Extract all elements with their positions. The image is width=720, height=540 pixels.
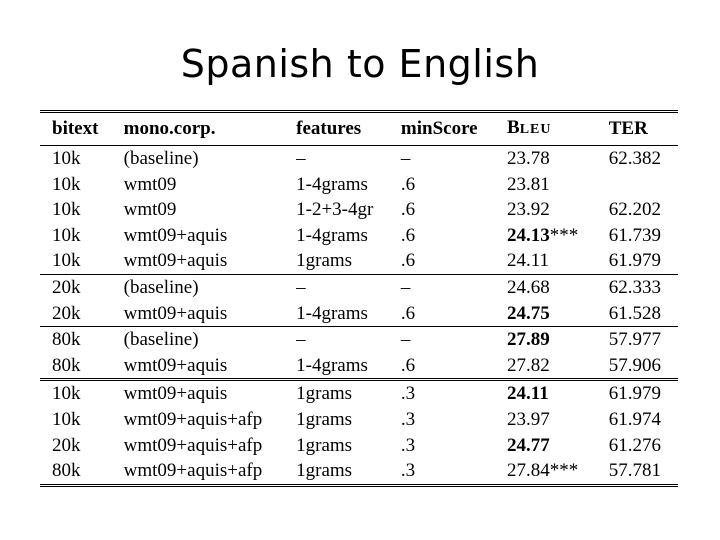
table-row: [40, 301, 678, 327]
cell-minscore: –: [397, 274, 503, 300]
cell-ter: 57.977: [605, 327, 678, 353]
cell-bitext: 10k: [52, 173, 81, 195]
cell-mono: wmt09+aquis+afp: [123, 408, 263, 430]
cell-mono: (baseline): [120, 274, 292, 300]
header-ter: TER: [608, 118, 648, 139]
table-row: [40, 380, 678, 407]
header-bleu-first: B: [507, 117, 520, 138]
cell-bitext: 20k: [52, 434, 81, 456]
bleu-value: 23.78: [507, 148, 550, 169]
cell-features: 1grams: [296, 250, 353, 272]
cell-ter: 57.906: [608, 354, 661, 376]
cell-bitext: 20k: [52, 302, 81, 324]
table-row: [40, 223, 678, 249]
cell-features: –: [292, 327, 397, 353]
bleu-value: 24.11: [507, 383, 549, 405]
cell-features: 1-2+3-4gr: [296, 199, 374, 221]
cell-bitext: 10k: [40, 380, 120, 407]
cell-bleu: [503, 172, 605, 198]
cell-ter: 62.202: [608, 199, 661, 221]
cell-minscore: .6: [400, 224, 416, 246]
cell-ter: 61.528: [608, 302, 661, 324]
table-row: [40, 248, 678, 274]
cell-minscore: .3: [397, 458, 503, 485]
cell-bleu: [503, 223, 605, 249]
bleu-value: 27.84: [507, 460, 550, 482]
cell-minscore: .6: [400, 302, 416, 324]
cell-mono: wmt09+aquis: [120, 380, 292, 407]
cell-features: 1-4grams: [296, 224, 368, 246]
table-row: [40, 353, 678, 380]
cell-bleu: [503, 248, 605, 274]
table-row: [40, 327, 678, 353]
cell-minscore: .3: [400, 408, 416, 430]
cell-features: –: [292, 146, 397, 172]
cell-ter: 61.276: [608, 434, 661, 456]
cell-mono: wmt09: [123, 199, 177, 221]
bleu-value: 24.77: [507, 434, 550, 456]
cell-ter: 61.974: [608, 408, 661, 430]
cell-ter: 62.382: [605, 146, 678, 172]
cell-minscore: .3: [400, 434, 416, 456]
cell-minscore: .6: [400, 250, 416, 272]
cell-minscore: .3: [397, 380, 503, 407]
cell-features: 1-4grams: [296, 173, 368, 195]
cell-minscore: .6: [400, 199, 416, 221]
bleu-value: 27.89: [507, 329, 550, 351]
cell-bleu: [503, 380, 605, 407]
cell-mono: wmt09+aquis+afp: [120, 458, 292, 485]
cell-mono: wmt09+aquis: [123, 354, 228, 376]
cell-ter: [605, 172, 678, 198]
cell-features: 1-4grams: [296, 302, 368, 324]
table-row: [40, 458, 678, 485]
header-bitext: bitext: [52, 118, 99, 139]
table-row: [40, 197, 678, 223]
cell-bleu: [503, 301, 605, 327]
cell-ter: 61.739: [608, 224, 661, 246]
cell-bitext: 80k: [40, 458, 120, 485]
cell-features: –: [292, 274, 397, 300]
cell-mono: (baseline): [120, 327, 292, 353]
cell-bitext: 10k: [40, 146, 120, 172]
header-row: [40, 112, 678, 146]
cell-bleu: [503, 274, 605, 300]
cell-bleu: [503, 458, 605, 485]
cell-bleu: [503, 146, 605, 172]
results-table: [40, 110, 678, 487]
cell-bleu: [503, 407, 605, 433]
bleu-value: 24.13: [507, 224, 550, 246]
cell-bleu: [503, 327, 605, 353]
cell-bitext: 10k: [52, 250, 81, 272]
bleu-value: 23.81: [507, 173, 550, 195]
header-bleu-rest: LEU: [519, 122, 552, 137]
bleu-significance: ***: [549, 224, 579, 246]
cell-bitext: 10k: [52, 224, 81, 246]
bleu-value: 23.92: [507, 199, 550, 221]
cell-minscore: –: [397, 146, 503, 172]
cell-mono: (baseline): [120, 146, 292, 172]
cell-mono: wmt09: [123, 173, 177, 195]
cell-bitext: 80k: [52, 354, 81, 376]
cell-bleu: [503, 197, 605, 223]
header-features: features: [296, 118, 362, 139]
cell-features: 1grams: [292, 458, 397, 485]
cell-bitext: 80k: [40, 327, 120, 353]
cell-mono: wmt09+aquis: [123, 224, 228, 246]
bleu-value: 24.11: [507, 250, 550, 272]
cell-features: 1-4grams: [296, 354, 368, 376]
bleu-value: 24.75: [507, 302, 550, 324]
cell-mono: wmt09+aquis: [123, 250, 228, 272]
cell-ter: 61.979: [605, 380, 678, 407]
bleu-significance: ***: [549, 460, 579, 482]
slide-title: Spanish to English: [180, 42, 540, 86]
bleu-value: 23.97: [507, 408, 550, 430]
cell-minscore: .6: [400, 354, 416, 376]
header-bleu: [503, 112, 605, 146]
cell-features: 1grams: [292, 380, 397, 407]
cell-minscore: –: [397, 327, 503, 353]
cell-bitext: 20k: [40, 274, 120, 300]
bleu-value: 27.82: [507, 354, 550, 376]
header-mono-corp: mono.corp.: [123, 118, 216, 139]
cell-bleu: [503, 353, 605, 380]
cell-bleu: [503, 433, 605, 459]
table-row: [40, 407, 678, 433]
bleu-value: 24.68: [507, 276, 550, 298]
table-row: [40, 172, 678, 198]
cell-bitext: 10k: [52, 199, 81, 221]
cell-ter: 62.333: [605, 274, 678, 300]
cell-ter: 57.781: [605, 458, 678, 485]
cell-features: 1grams: [296, 408, 353, 430]
table-row: [40, 274, 678, 300]
table-row: [40, 146, 678, 172]
cell-features: 1grams: [296, 434, 353, 456]
cell-bitext: 10k: [52, 408, 81, 430]
cell-ter: 61.979: [608, 250, 661, 272]
cell-mono: wmt09+aquis+afp: [123, 434, 263, 456]
cell-minscore: .6: [400, 173, 416, 195]
table-row: [40, 433, 678, 459]
cell-mono: wmt09+aquis: [123, 302, 228, 324]
header-minscore: minScore: [400, 118, 478, 139]
